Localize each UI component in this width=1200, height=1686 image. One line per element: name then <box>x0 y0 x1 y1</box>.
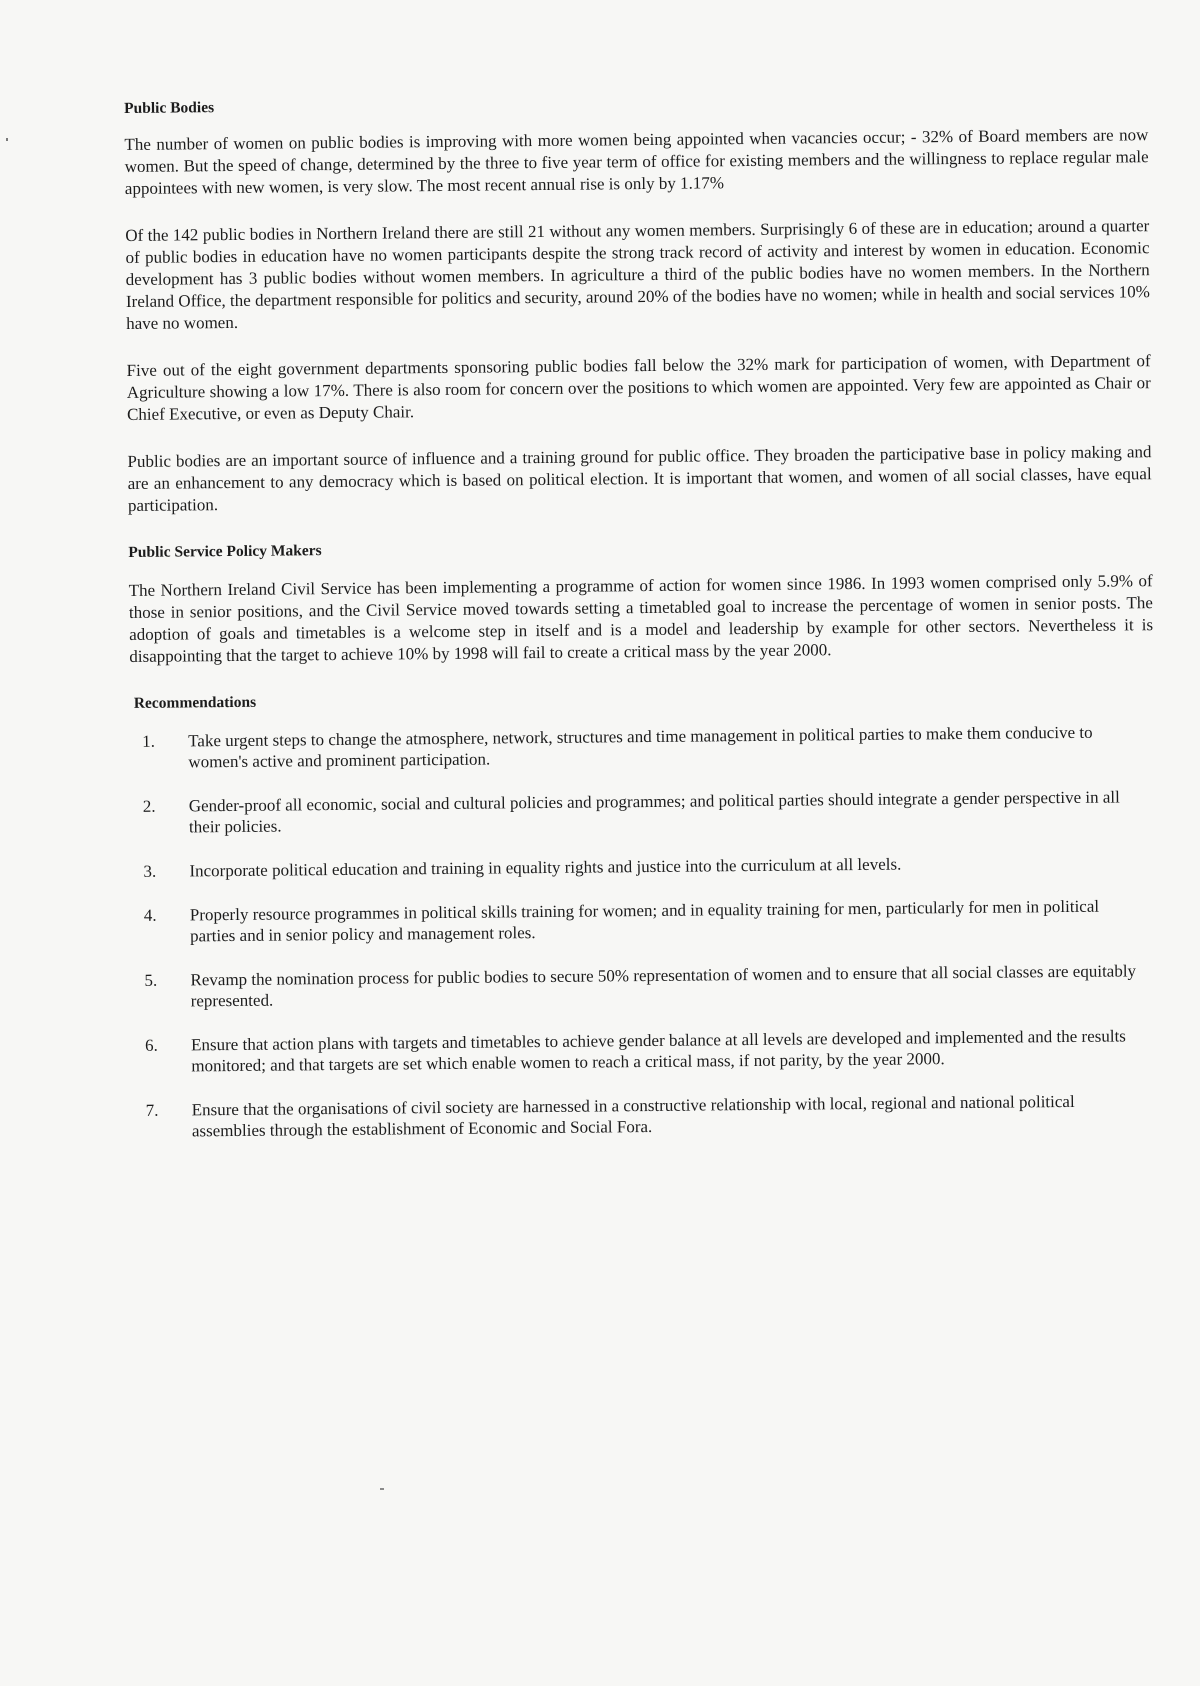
recommendation-number: 5. <box>144 970 158 990</box>
scan-stray-mark <box>380 1488 384 1490</box>
recommendation-text: Revamp the nomination process for public bodies to secure 50% representation of women and to ensure that all social classes are equitably represented. <box>190 961 1137 1011</box>
scan-margin-mark <box>6 138 8 141</box>
public-bodies-paragraph-2: Of the 142 public bodies in Northern Ireland there are still 21 without any women members. Surprisingly 6 of these are in education; around a quarter of public bodies in education have no women participants despite the strong track record of activity and interest by women in education. Economic development has 3 public bodies without women members. In agriculture a third of the public bodies have no women members. In the Northern Ireland Office, the department responsible for politics and security, around 20% of the bodies have no women; while in health and social services 10% have no women. <box>125 216 1150 333</box>
recommendation-item <box>132 895 1156 947</box>
recommendation-item <box>131 851 1155 882</box>
recommendation-text: Ensure that the organisations of civil society are harnessed in a constructive relationship with local, regional and national political assemblies through the establishment of Economic and Social Fora. <box>191 1091 1075 1141</box>
recommendation-text: Incorporate political education and training in equality rights and justice into the curriculum at all levels. <box>189 854 902 881</box>
public-bodies-paragraph-3: Five out of the eight government departments sponsoring public bodies fall below the 32% mark for participation of women, with Department of Agriculture showing a low 17%. There is also room for concern over the positions to which women are appointed. Very few are appointed as Chair or Chief Executive, or even as Deputy Chair. <box>126 351 1151 424</box>
recommendation-number: 1. <box>142 731 156 751</box>
recommendation-item <box>131 786 1155 838</box>
recommendation-text: Take urgent steps to change the atmosphere, network, structures and time management in political parties to make them conducive to women's active and prominent participation. <box>188 722 1093 772</box>
recommendation-number: 2. <box>142 796 156 816</box>
recommendation-number: 3. <box>143 861 157 881</box>
recommendation-number: 6. <box>145 1035 158 1055</box>
recommendations-heading: Recommendations <box>133 693 257 712</box>
recommendation-item <box>130 721 1154 773</box>
page-content <box>124 88 1158 1165</box>
public-bodies-paragraph-1: The number of women on public bodies is improving with more women being appointed when vacancies occur; - 32% of Board members are now women. But the speed of change, determined by the three to five year term of office for existing members and the willingness to replace regular male appointees with new women, is very slow. The most recent annual rise is only by 1.17% <box>124 125 1149 198</box>
policy-makers-heading: Public Service Policy Makers <box>128 542 322 561</box>
recommendation-number: 4. <box>143 905 157 925</box>
recommendation-number: 7. <box>145 1100 159 1120</box>
recommendation-text: Properly resource programmes in political skills training for women; and in equality training for men, particularly for men in political parties and in senior policy and management roles. <box>189 896 1100 946</box>
recommendation-item <box>133 1025 1157 1077</box>
public-bodies-paragraph-4: Public bodies are an important source of influence and a training ground for public office. They broaden the participative base in policy making and are an enhancement to any democracy which is based on political election. It is important that women, and women of all social classes, have equal participation. <box>127 442 1152 515</box>
recommendation-text: Ensure that action plans with targets and timetables to achieve gender balance at all levels are developed and implemented and the results monitored; and that targets are set which enable women to reach a critical mass, if not parity, by the year 2000. <box>191 1026 1126 1076</box>
recommendation-item <box>134 1090 1158 1142</box>
recommendations-list <box>130 721 1158 1142</box>
public-bodies-heading: Public Bodies <box>124 99 215 117</box>
recommendation-text: Gender-proof all economic, social and cultural policies and programmes; and political parties should integrate a gender perspective in all their policies. <box>188 787 1120 837</box>
recommendation-item <box>132 960 1156 1012</box>
policy-makers-paragraph: The Northern Ireland Civil Service has been implementing a programme of action for women since 1986. In 1993 women comprised only 5.9% of those in senior positions, and the Civil Service moved towards setting a timetabled goal to increase the percentage of women in senior posts. The adoption of goals and timetables is a welcome step in itself and is a model and leadership by example for other sectors. Nevertheless it is disappointing that the target to achieve 10% by 1998 will fail to create a critical mass by the year 2000. <box>128 571 1154 666</box>
